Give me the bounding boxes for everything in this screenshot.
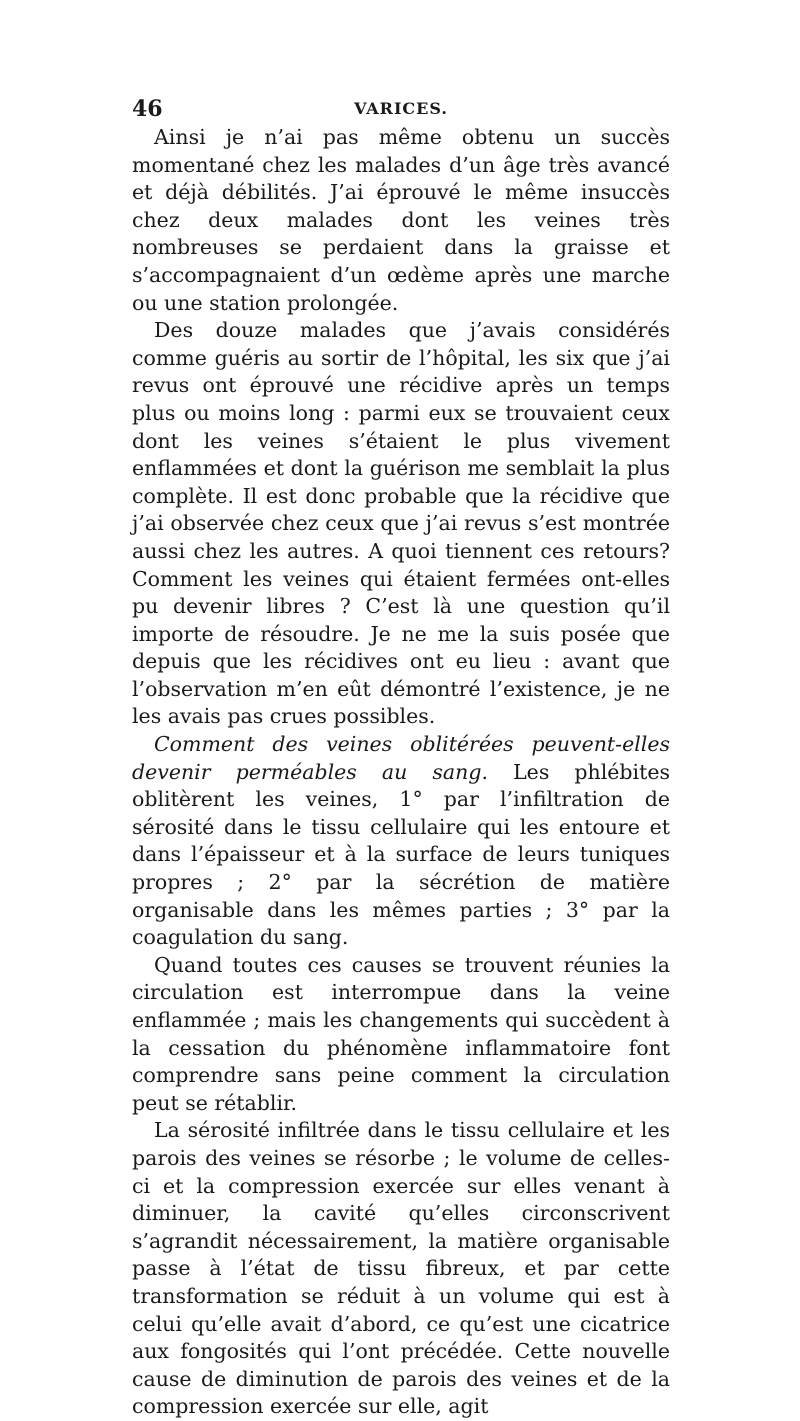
- paragraph-5: La sérosité infiltrée dans le tissu cellulaire et les parois des veines se résorbe ; le volume de celles-ci et la compression exercée sur elles venant à diminuer, la cavité qu’elles circonscrivent s’agrandit nécessairement, la matière organisable passe à l’état de tissu fibreux, et par cette transformation se réduit à un volume qui est à celui qu’elle avait d’abord, ce qu’est une cicatrice aux fongosités qui l’ont précédée. Cette nouvelle cause de diminution de parois des veines et de la compression exercée sur elle, agit: [132, 1118, 670, 1419]
- running-title: VARICES.: [354, 99, 448, 118]
- paragraph-3-text: Les phlébites oblitèrent les veines, 1° par l’infiltration de sérosité dans le tissu cellulaire qui les entoure et dans l’épaisseur et à la surface de leurs tuniques propres ; 2° par la sécrétion de matière organisable dans les mêmes parties ; 3° par la coagulation du sang.: [132, 759, 671, 950]
- paragraph-2: Des douze malades que j’avais considérés comme guéris au sortir de l’hôpital, les six que j’ai revus ont éprouvé une récidive après un temps plus ou moins long : parmi eux se trouvaient ceux dont les veines s’étaient le plus vivement enflammées et dont la guérison me semblait la plus complète. Il est donc probable que la récidive que j’ai observée chez ceux que j’ai revus s’est montrée aussi chez les autres. A quoi tiennent ces retours? Comment les veines qui étaient fermées ont-elles pu devenir libres ? C’est là une question qu’il importe de résoudre. Je ne me la suis posée que depuis que les récidives ont eu lieu : avant que l’observation m’en eût démontré l’existence, je ne les avais pas crues possibles.: [132, 318, 670, 729]
- body-text: [132, 124, 670, 1421]
- paragraph-1: Ainsi je n’ai pas même obtenu un succès momentané chez les malades d’un âge très avancé et déjà débilités. J’ai éprouvé le même insuccès chez deux malades dont les veines très nombreuses se perdaient dans la graisse et s’accompagnaient d’un œdème après une marche ou une station prolongée.: [132, 125, 670, 315]
- italic-question: Comment des veines oblitérées peuvent-elles devenir perméables au sang.: [132, 732, 670, 784]
- page-number: 46: [132, 96, 163, 122]
- paragraph-3: [132, 731, 670, 952]
- paragraph-4: Quand toutes ces causes se trouvent réunies la circulation est interrompue dans la veine enflammée ; mais les changements qui succèdent à la cessation du phénomène inflammatoire font comprendre sans peine comment la circulation peut se rétablir.: [132, 952, 670, 1115]
